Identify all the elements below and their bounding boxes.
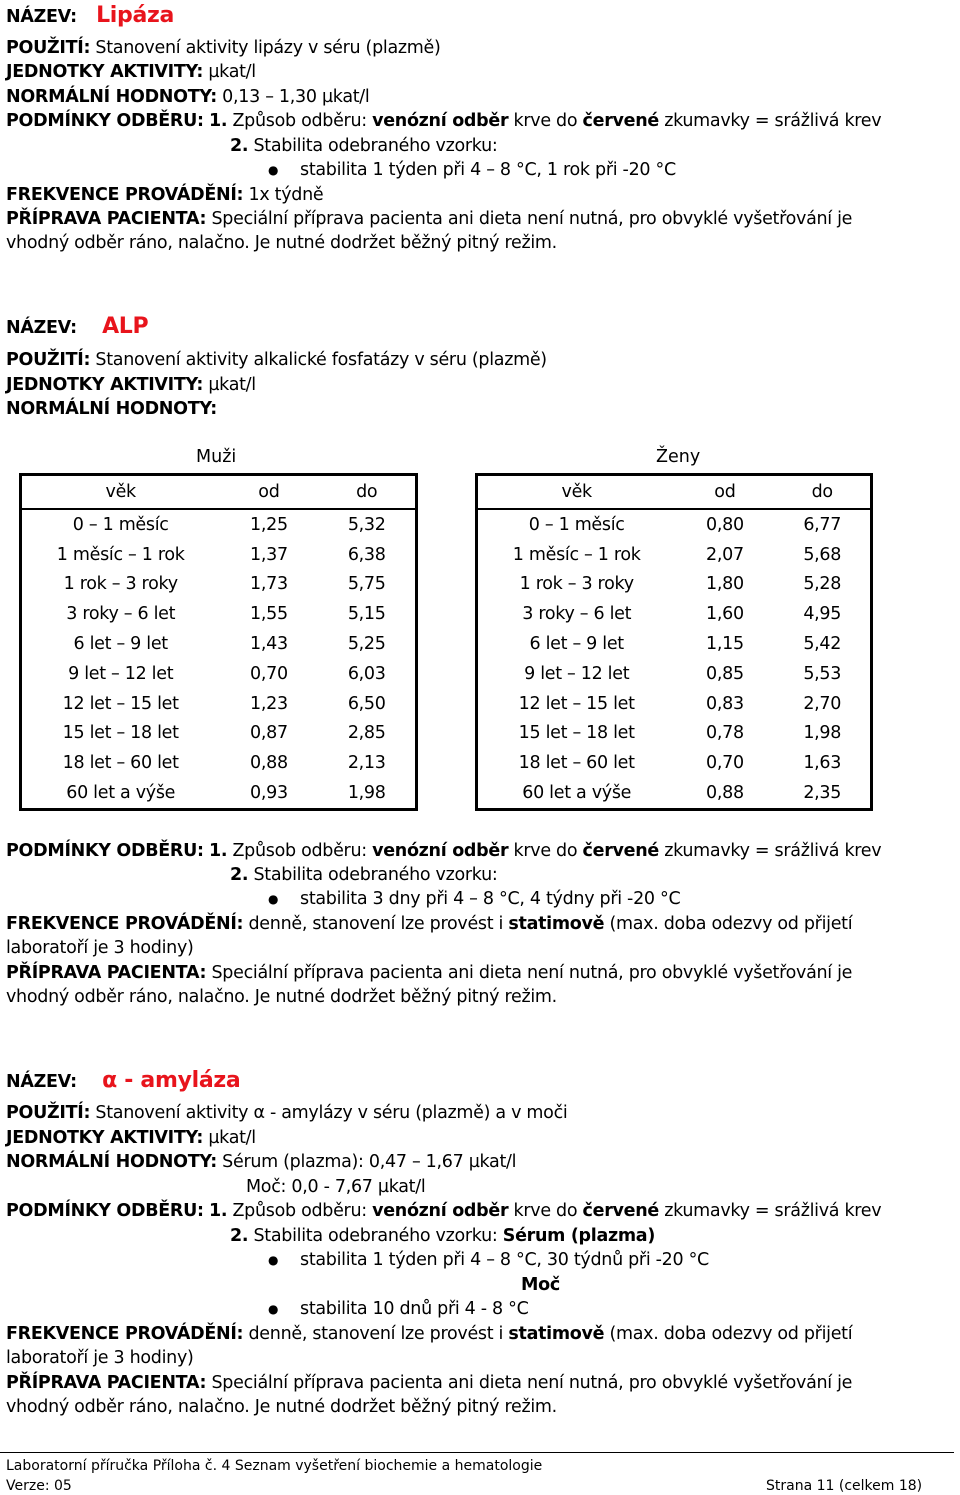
cell-od: 0,88 [250, 753, 288, 774]
bullet-icon: ● [268, 892, 279, 906]
table-row [477, 599, 872, 629]
header-vek: věk [561, 482, 592, 502]
footer-divider [0, 1452, 954, 1453]
lipaza-title-line [6, 4, 174, 29]
cell-vek: 3 roky – 6 let [522, 604, 632, 625]
bullet-icon: ● [268, 163, 279, 177]
footer-title: Laboratorní příručka Příloha č. 4 Seznam vyšetření biochemie a hematologie [6, 1458, 543, 1474]
table-row [477, 509, 872, 540]
cell-od: 0,78 [706, 723, 744, 744]
cell-vek: 18 let – 60 let [518, 753, 635, 774]
cell-od: 1,15 [706, 634, 744, 655]
cell-od: 1,80 [706, 574, 744, 595]
table-row [21, 540, 417, 570]
cell-od: 1,37 [250, 544, 288, 565]
cell-do: 5,25 [347, 634, 386, 655]
table-row [21, 748, 417, 778]
lipaza-stabilita-item: stabilita 1 týden při 4 – 8 °C, 1 rok při -20 °C [300, 160, 676, 180]
cell-do: 5,53 [803, 663, 842, 684]
cell-do: 6,77 [803, 514, 842, 535]
cell-od: 1,73 [250, 574, 288, 595]
amylaza-stabilita-serum: stabilita 1 týden při 4 – 8 °C, 30 týdnů při -20 °C [300, 1250, 709, 1270]
table-row [477, 570, 872, 600]
cell-do: 5,15 [347, 604, 386, 625]
table-row [477, 659, 872, 689]
cell-do: 6,50 [347, 693, 386, 714]
header-vek: věk [105, 482, 136, 502]
header-do: do [356, 482, 378, 502]
alp-pouziti: POUŽITÍ: Stanovení aktivity alkalické fosfatázy v séru (plazmě) [6, 350, 547, 370]
cell-do: 2,13 [347, 753, 386, 774]
muzi-title: Muži [196, 447, 237, 467]
nazev-label: NÁZEV: [6, 318, 77, 338]
cell-od: 0,87 [250, 723, 288, 744]
table-row [477, 778, 872, 809]
amylaza-name: α - amyláza [102, 1068, 241, 1093]
cell-vek: 15 let – 18 let [518, 723, 635, 744]
amylaza-jednotky: JEDNOTKY AKTIVITY: µkat/l [6, 1128, 256, 1148]
cell-vek: 0 – 1 měsíc [528, 514, 625, 535]
cell-vek: 60 let a výše [66, 783, 176, 804]
cell-od: 0,70 [706, 753, 744, 774]
cell-od: 1,25 [250, 514, 288, 535]
nazev-label: NÁZEV: [6, 1072, 77, 1092]
amylaza-normalni-moc: Moč: 0,0 - 7,67 µkat/l [246, 1177, 426, 1197]
amylaza-priprava: PŘÍPRAVA PACIENTA: Speciální příprava pacienta ani dieta není nutná, pro obvyklé vyšetřování je [6, 1373, 853, 1393]
amylaza-podminky: PODMÍNKY ODBĚRU: 1. Způsob odběru: venózní odběr krve do červené zkumavky = srážlivá krev [6, 1201, 882, 1221]
table-row [21, 659, 417, 689]
cell-vek: 6 let – 9 let [73, 634, 168, 655]
cell-do: 2,85 [347, 723, 386, 744]
cell-od: 0,83 [706, 693, 744, 714]
cell-vek: 1 rok – 3 roky [519, 574, 634, 595]
alp-priprava-cont: vhodný odběr ráno, nalačno. Je nutné dodržet běžný pitný režim. [6, 987, 557, 1007]
cell-od: 1,43 [250, 634, 288, 655]
cell-vek: 0 – 1 měsíc [72, 514, 169, 535]
lipaza-podminky: PODMÍNKY ODBĚRU: 1. Způsob odběru: venózní odběr krve do červené zkumavky = srážlivá krev [6, 111, 882, 131]
cell-vek: 6 let – 9 let [529, 634, 624, 655]
nazev-label: NÁZEV: [6, 7, 77, 27]
alp-podminky: PODMÍNKY ODBĚRU: 1. Způsob odběru: venózní odběr krve do červené zkumavky = srážlivá krev [6, 841, 882, 861]
table-row [21, 719, 417, 749]
lipaza-name: Lipáza [96, 3, 175, 28]
lipaza-pouziti: POUŽITÍ: Stanovení aktivity lipázy v séru (plazmě) [6, 38, 441, 58]
table-row [21, 599, 417, 629]
cell-vek: 9 let – 12 let [524, 663, 630, 684]
cell-do: 2,35 [803, 783, 842, 804]
cell-od: 0,93 [250, 783, 288, 804]
amylaza-priprava-cont: vhodný odběr ráno, nalačno. Je nutné dodržet běžný pitný režim. [6, 1397, 557, 1417]
lipaza-priprava-cont: vhodný odběr ráno, nalačno. Je nutné dodržet běžný pitný režim. [6, 233, 557, 253]
alp-frekvence: FREKVENCE PROVÁDĚNÍ: denně, stanovení lze provést i statimově (max. doba odezvy od přijetí [6, 914, 853, 934]
amylaza-normalni: NORMÁLNÍ HODNOTY: Sérum (plazma): 0,47 – 1,67 µkat/l [6, 1152, 517, 1172]
header-do: do [811, 482, 833, 502]
cell-do: 4,95 [803, 604, 842, 625]
footer-version: Verze: 05 [6, 1478, 72, 1494]
bullet-icon: ● [268, 1253, 279, 1267]
amylaza-frekvence-cont: laboratoří je 3 hodiny) [6, 1348, 194, 1368]
cell-do: 1,98 [803, 723, 842, 744]
lipaza-priprava: PŘÍPRAVA PACIENTA: Speciální příprava pacienta ani dieta není nutná, pro obvyklé vyšetřování je [6, 209, 853, 229]
table-header-row [477, 475, 872, 510]
cell-vek: 1 měsíc – 1 rok [56, 544, 185, 565]
alp-stabilita-heading: 2. Stabilita odebraného vzorku: [230, 865, 498, 885]
zeny-table [475, 473, 873, 811]
cell-od: 1,60 [706, 604, 744, 625]
cell-do: 5,28 [803, 574, 842, 595]
alp-title-line [6, 315, 148, 340]
cell-od: 0,85 [706, 663, 744, 684]
alp-jednotky: JEDNOTKY AKTIVITY: µkat/l [6, 375, 256, 395]
amylaza-frekvence: FREKVENCE PROVÁDĚNÍ: denně, stanovení lze provést i statimově (max. doba odezvy od přijetí [6, 1324, 853, 1344]
cell-od: 2,07 [706, 544, 744, 565]
cell-do: 5,42 [803, 634, 842, 655]
table-row [21, 509, 417, 540]
amylaza-title-line [6, 1069, 240, 1094]
cell-do: 1,98 [347, 783, 386, 804]
alp-normalni: NORMÁLNÍ HODNOTY: [6, 399, 217, 419]
cell-od: 1,23 [250, 693, 288, 714]
amylaza-stabilita-moc: stabilita 10 dnů při 4 - 8 °C [300, 1299, 529, 1319]
alp-frekvence-cont: laboratoří je 3 hodiny) [6, 938, 194, 958]
table-row [477, 689, 872, 719]
cell-vek: 12 let – 15 let [62, 693, 179, 714]
cell-do: 5,32 [347, 514, 386, 535]
muzi-table [19, 473, 418, 811]
header-od: od [258, 482, 280, 502]
cell-od: 0,88 [706, 783, 744, 804]
alp-stabilita-item: stabilita 3 dny při 4 – 8 °C, 4 týdny při -20 °C [300, 889, 681, 909]
alp-name: ALP [102, 314, 149, 339]
table-row [21, 778, 417, 809]
cell-vek: 9 let – 12 let [68, 663, 174, 684]
table-row [477, 540, 872, 570]
table-row [477, 748, 872, 778]
header-od: od [714, 482, 736, 502]
bullet-icon: ● [268, 1302, 279, 1316]
lipaza-frekvence: FREKVENCE PROVÁDĚNÍ: 1x týdně [6, 185, 324, 205]
footer-page-number: Strana 11 (celkem 18) [766, 1478, 923, 1494]
cell-vek: 18 let – 60 let [62, 753, 179, 774]
cell-vek: 12 let – 15 let [518, 693, 635, 714]
lipaza-jednotky: JEDNOTKY AKTIVITY: µkat/l [6, 62, 256, 82]
table-row [21, 570, 417, 600]
zeny-title: Ženy [656, 447, 701, 467]
cell-od: 0,80 [706, 514, 744, 535]
cell-vek: 3 roky – 6 let [66, 604, 176, 625]
lipaza-normalni: NORMÁLNÍ HODNOTY: 0,13 – 1,30 µkat/l [6, 87, 370, 107]
table-row [477, 719, 872, 749]
cell-do: 5,75 [347, 574, 386, 595]
cell-do: 2,70 [803, 693, 842, 714]
table-row [21, 629, 417, 659]
cell-od: 1,55 [250, 604, 288, 625]
cell-vek: 60 let a výše [522, 783, 632, 804]
cell-od: 0,70 [250, 663, 288, 684]
table-row [21, 689, 417, 719]
cell-vek: 1 měsíc – 1 rok [512, 544, 641, 565]
amylaza-moc-label: Moč [521, 1275, 560, 1295]
table-row [477, 629, 872, 659]
cell-do: 6,38 [347, 544, 386, 565]
lipaza-stabilita-heading: 2. Stabilita odebraného vzorku: [230, 136, 498, 156]
cell-vek: 1 rok – 3 roky [63, 574, 178, 595]
table-header-row [21, 475, 417, 510]
amylaza-stabilita-heading: 2. Stabilita odebraného vzorku: Sérum (plazma) [230, 1226, 656, 1246]
cell-do: 1,63 [803, 753, 842, 774]
cell-do: 6,03 [347, 663, 386, 684]
alp-priprava: PŘÍPRAVA PACIENTA: Speciální příprava pacienta ani dieta není nutná, pro obvyklé vyšetřování je [6, 963, 853, 983]
cell-do: 5,68 [803, 544, 842, 565]
cell-vek: 15 let – 18 let [62, 723, 179, 744]
amylaza-pouziti: POUŽITÍ: Stanovení aktivity α - amylázy v séru (plazmě) a v moči [6, 1103, 568, 1123]
